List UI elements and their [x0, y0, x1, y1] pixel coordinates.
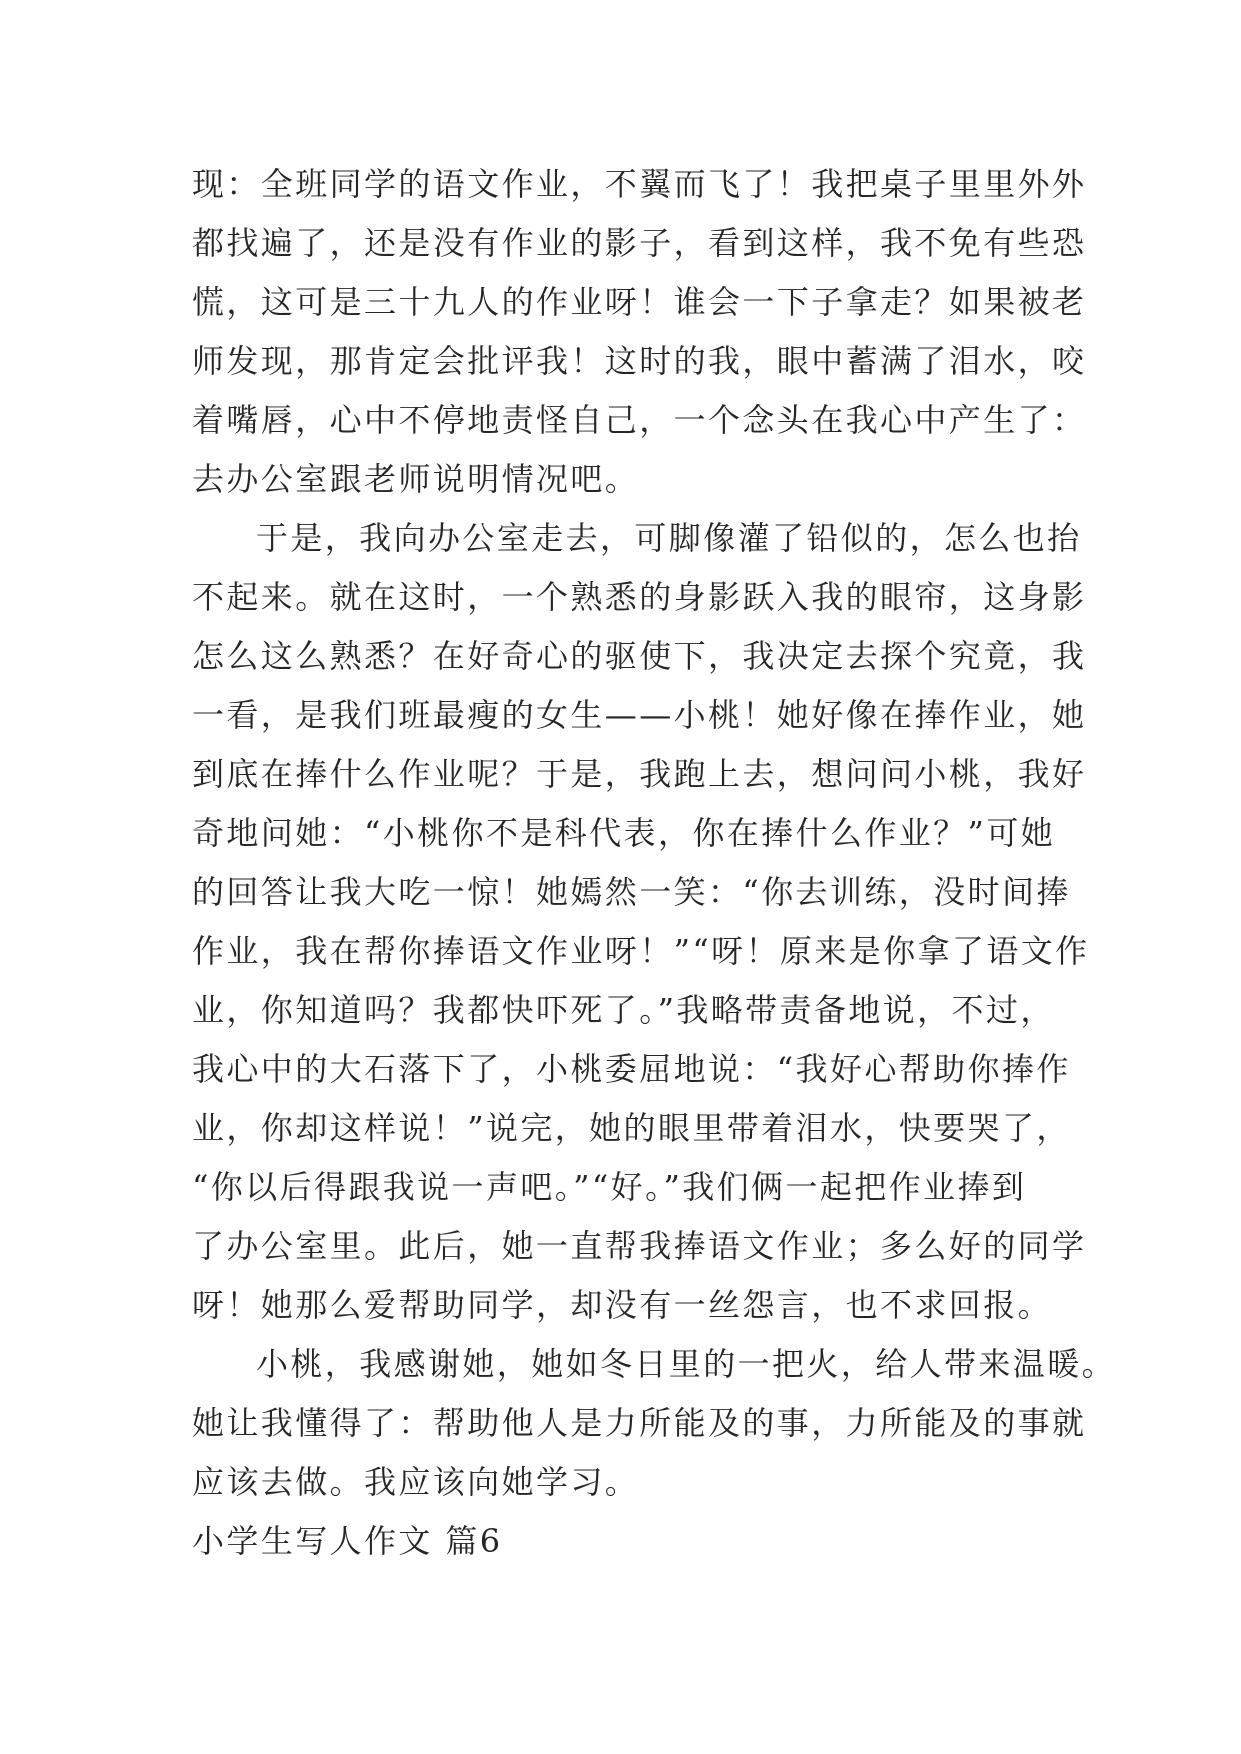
text-line: 着嘴唇，心中不停地责怪自己，一个念头在我心中产生了：	[192, 401, 1087, 439]
text-line: 我心中的大石落下了，小桃委屈地说：“我好心帮助你捧作	[192, 1050, 1071, 1088]
text-line: “你以后得跟我说一声吧。”“好。”我们俩一起把作业捧到	[192, 1168, 1027, 1206]
text-line: 应该去做。我应该向她学习。	[192, 1463, 640, 1501]
text-line: 慌，这可是三十九人的作业呀！谁会一下子拿走？如果被老	[192, 283, 1087, 321]
text-line: 她让我懂得了：帮助他人是力所能及的事，力所能及的事就	[192, 1404, 1087, 1442]
text-line: 业，你却这样说！”说完，她的眼里带着泪水，快要哭了，	[192, 1109, 1071, 1147]
text-line: 师发现，那肯定会批评我！这时的我，眼中蓄满了泪水，咬	[192, 342, 1087, 380]
text-line: 奇地问她：“小桃你不是科代表，你在捧什么作业？”可她	[192, 814, 1056, 852]
text-line: 作业，我在帮你捧语文作业呀！”“呀！原来是你拿了语文作	[192, 932, 1090, 970]
text-line: 业，你知道吗？我都快吓死了。”我略带责备地说，不过，	[192, 991, 1055, 1029]
paragraph-start-line: 于是，我向办公室走去，可脚像灌了铅似的，怎么也抬	[256, 519, 1082, 557]
text-line: 的回答让我大吃一惊！她嫣然一笑：“你去训练，没时间捧	[192, 873, 1071, 911]
text-line: 去办公室跟老师说明情况吧。	[192, 460, 640, 498]
text-line: 到底在捧什么作业呢？于是，我跑上去，想问问小桃，我好	[192, 755, 1087, 793]
paragraph-start-line: 小桃，我感谢她，她如冬日里的一把火，给人带来温暖。	[256, 1345, 1117, 1383]
text-line: 了办公室里。此后，她一直帮我捧语文作业；多么好的同学	[192, 1227, 1087, 1265]
text-line: 一看，是我们班最瘦的女生——小桃！她好像在捧作业，她	[192, 696, 1087, 734]
text-line: 怎么这么熟悉？在好奇心的驱使下，我决定去探个究竟，我	[192, 637, 1087, 675]
text-line: 都找遍了，还是没有作业的影子，看到这样，我不免有些恐	[192, 224, 1087, 262]
section-heading: 小学生写人作文 篇6	[192, 1522, 503, 1560]
text-line: 呀！她那么爱帮助同学，却没有一丝怨言，也不求回报。	[192, 1286, 1053, 1324]
text-line: 现：全班同学的语文作业，不翼而飞了！我把桌子里里外外	[192, 165, 1087, 203]
text-line: 不起来。就在这时，一个熟悉的身影跃入我的眼帘，这身影	[192, 578, 1087, 616]
